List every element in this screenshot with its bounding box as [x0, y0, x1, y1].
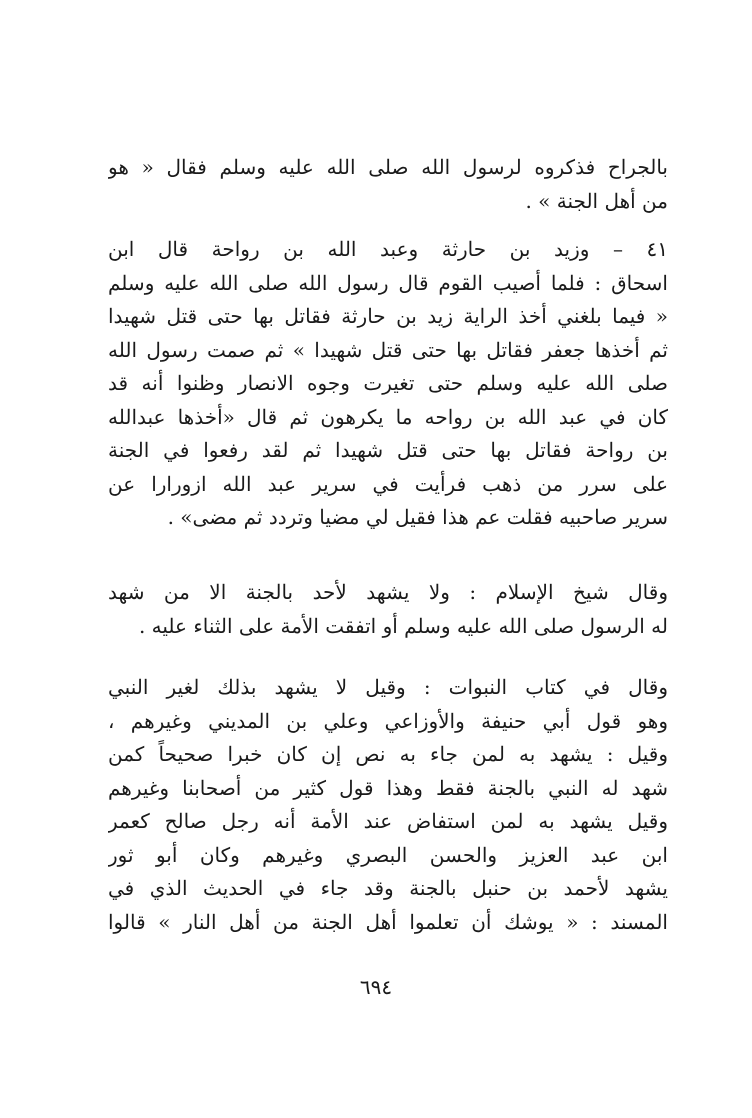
text-line: بالجراح فذكروه لرسول الله صلى الله عليه وسلم فقال « هو: [108, 155, 668, 179]
text-line: اسحاق : فلما أصيب القوم قال رسول الله صلى الله عليه وسلم: [108, 270, 668, 295]
text-line: كان في عبد الله بن رواحه ما يكرهون ثم قال «أخذها عبدالله: [108, 404, 668, 429]
text-line: وقيل : يشهد به لمن جاء به نص إن كان خبرا صحيحاً كمن: [108, 742, 668, 766]
paragraph-1: [108, 151, 668, 218]
text-line: شهد له النبي بالجنة فقط وهذا قول كثير من أصحابنا وغيرهم: [108, 775, 668, 800]
text-line: ثم أخذها جعفر فقاتل بها حتى قتل شهيدا » ثم صمت رسول الله: [108, 337, 668, 362]
text-line: وقيل يشهد به لمن استفاض عند الأمة أنه رجل صالح كعمر: [108, 809, 668, 833]
text-line: ابن عبد العزيز والحسن البصري وغيرهم وكان أبو ثور: [108, 842, 668, 867]
text-line: على سرر من ذهب فرأيت في سرير عبد الله ازورارا عن: [108, 471, 668, 496]
text-line: وقال شيخ الإسلام : ولا يشهد لأحد بالجنة الا من شهد: [108, 580, 668, 604]
text-line: يشهد لأحمد بن حنبل بالجنة وقد جاء في الحديث الذي في: [108, 876, 668, 900]
text-line: صلى الله عليه وسلم حتى تغيرت وجوه الانصار وظنوا أنه قد: [108, 371, 668, 395]
text-line: بن رواحة فقاتل بها حتى قتل شهيدا ثم لقد رفعوا في الجنة: [108, 438, 668, 462]
page-number: ٦٩٤: [359, 975, 393, 999]
paragraph-4: [108, 671, 668, 939]
text-line: من أهل الجنة » .: [525, 188, 668, 213]
paragraph-3: [108, 576, 668, 643]
text-line: « فيما بلغني أخذ الراية زيد بن حارثة فقاتل بها حتى قتل شهيدا: [108, 304, 668, 328]
text-line: وهو قول أبي حنيفة والأوزاعي وعلي بن المديني وغيرهم ،: [108, 708, 668, 733]
text-line: المسند : « يوشك أن تعلموا أهل الجنة من أهل النار » قالوا: [108, 909, 668, 934]
paragraph-2: [108, 233, 668, 535]
text-line: سرير صاحبيه فقلت عم هذا فقيل لي مضيا وتردد ثم مضى» .: [167, 505, 668, 529]
text-line: له الرسول صلى الله عليه وسلم أو اتفقت الأمة على الثناء عليه .: [138, 613, 668, 638]
text-line: وقال في كتاب النبوات : وقيل لا يشهد بذلك لغير النبي: [108, 675, 668, 699]
text-line: ٤١ – وزيد بن حارثة وعبد الله بن رواحة قال ابن: [108, 237, 668, 261]
